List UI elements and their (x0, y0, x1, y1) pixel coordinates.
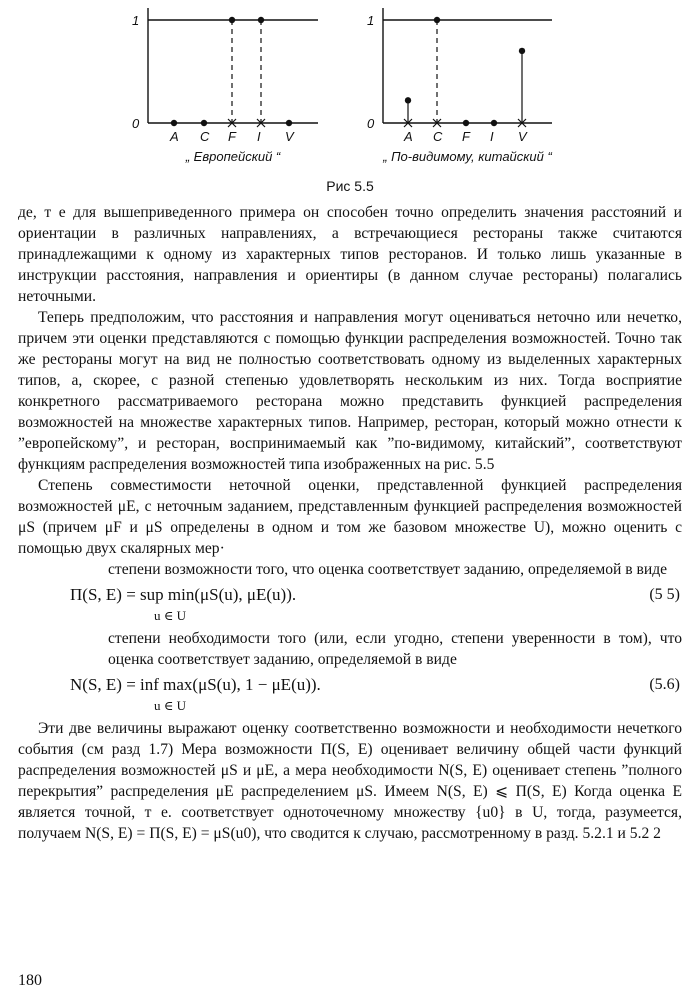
paragraph-3: Степень совместимости неточной оценки, представленной функцией распределения возможностей μE, с неточным заданием, представленным функцией распределения возможностей μS (причем μF и μS определены в одном и том же базовом множестве U), можно оценить с помощью двух скалярных мер· (18, 477, 682, 557)
figure-5-5 (0, 0, 700, 175)
chart-1-x-label-F: F (228, 129, 236, 144)
formula-5-5-subscript: u ∈ U (154, 608, 187, 623)
formula-5-6 (18, 672, 682, 716)
formula-5-5-main: Π(S, E) = sup min(μS(u), μE(u)). (70, 585, 297, 604)
chart-1-point-F (229, 17, 235, 23)
chart-1-y-tick-1: 1 (132, 13, 140, 28)
chart-2-point-A (405, 97, 411, 103)
figure-caption: Рис 5.5 (326, 178, 374, 194)
formula-5-6-number: (5.6) (649, 676, 680, 693)
chart-1-caption: „ Европейский “ (185, 149, 281, 164)
chart-2-x-label-F: F (462, 129, 470, 144)
chart-1-x-label-V: V (285, 129, 294, 144)
formula-5-6-main: N(S, E) = inf max(μS(u), 1 − μE(u)). (70, 675, 321, 694)
formula-5-5 (18, 582, 682, 626)
chart-1-x-label-I: I (257, 129, 261, 144)
chart-2-point-I (491, 120, 497, 126)
chart-1-x-label-A: A (170, 129, 179, 144)
chart-1-x-label-C: C (200, 129, 210, 144)
list-item-necessity: степени необходимости того (или, если угодно, степени уверенности в том), что оценка соответствует заданию, определяемой в виде (108, 630, 682, 668)
chart-1-point-C (201, 120, 207, 126)
paragraph-1: де, т е для вышеприведенного примера он способен точно определить значения расстояний и ориентации в различных направлениях, а встречающиеся рестораны также считаются принадлежащими к одному из характерных типов ресторанов. И только лишь указанные в инструкции расстояния, направления и ориентиры (в данном случае рестораны) полагались неточными. (18, 204, 682, 305)
formula-5-6-subscript: u ∈ U (154, 698, 187, 713)
figure-svg (0, 0, 700, 175)
paragraph-6: Эти две величины выражают оценку соответственно возможности и необходимости нечеткого события (см разд 1.7) Мера возможности Π(S, E) оценивает величину общей части функций распределения возможностей μS и μE, а мера необходимости N(S, E) оценивает степень ”полного перекрытия” распределения μE распределением μS. Имеем N(S, E) ⩽ Π(S, E) Когда оценка E является точной, т е. соответствует одноточечному множеству {u0} в U, тогда, разумеется, получаем N(S, E) = Π(S, E) = μS(u0), что сводится к случаю, рассмотренному в разд. 5.2.1 и 5.2 2 (18, 720, 682, 842)
chart-2-caption: „ По-видимому, китайский “ (383, 149, 552, 164)
chart-2-y-tick-0: 0 (367, 116, 375, 131)
chart-2-x-label-V: V (518, 129, 527, 144)
paragraph-2: Теперь предположим, что расстояния и направления могут оцениваться неточно или нечетко, причем эти оценки представляются с помощью функции распределения возможностей. Точно так же рестораны могут на вид не полностью соответствовать одному из выделенных характерных типов, а, скорее, с разной степенью удовлетворять нескольким из них. Тогда восприятие конкретного рассматриваемого ресторана можно представить функцией распределения возможностей на множестве характерных типов. Например, ресторан, который можно отнести к ”европейскому”, и ресторан, воспринимаемый как ”по-видимому, китайский”, соответствуют функциям распределения возможностей типа изображенных на рис. 5.5 (18, 309, 682, 473)
list-item-possibility: степени возможности того, что оценка соответствует заданию, определяемой в виде (108, 561, 668, 578)
chart-1-point-V (286, 120, 292, 126)
chart-1-point-A (171, 120, 177, 126)
formula-5-5-number: (5 5) (649, 586, 680, 603)
chart-2-x-label-C: C (433, 129, 443, 144)
chart-2-x-label-I: I (490, 129, 494, 144)
chart-2-x-label-A: A (404, 129, 413, 144)
chart-2-point-V (519, 48, 525, 54)
chart-2-point-C (434, 17, 440, 23)
body-text (18, 202, 682, 844)
chart-2-point-F (463, 120, 469, 126)
chart-2-y-tick-1: 1 (367, 13, 375, 28)
chart-1-y-tick-0: 0 (132, 116, 140, 131)
page-number: 180 (18, 972, 42, 989)
chart-1-point-I (258, 17, 264, 23)
